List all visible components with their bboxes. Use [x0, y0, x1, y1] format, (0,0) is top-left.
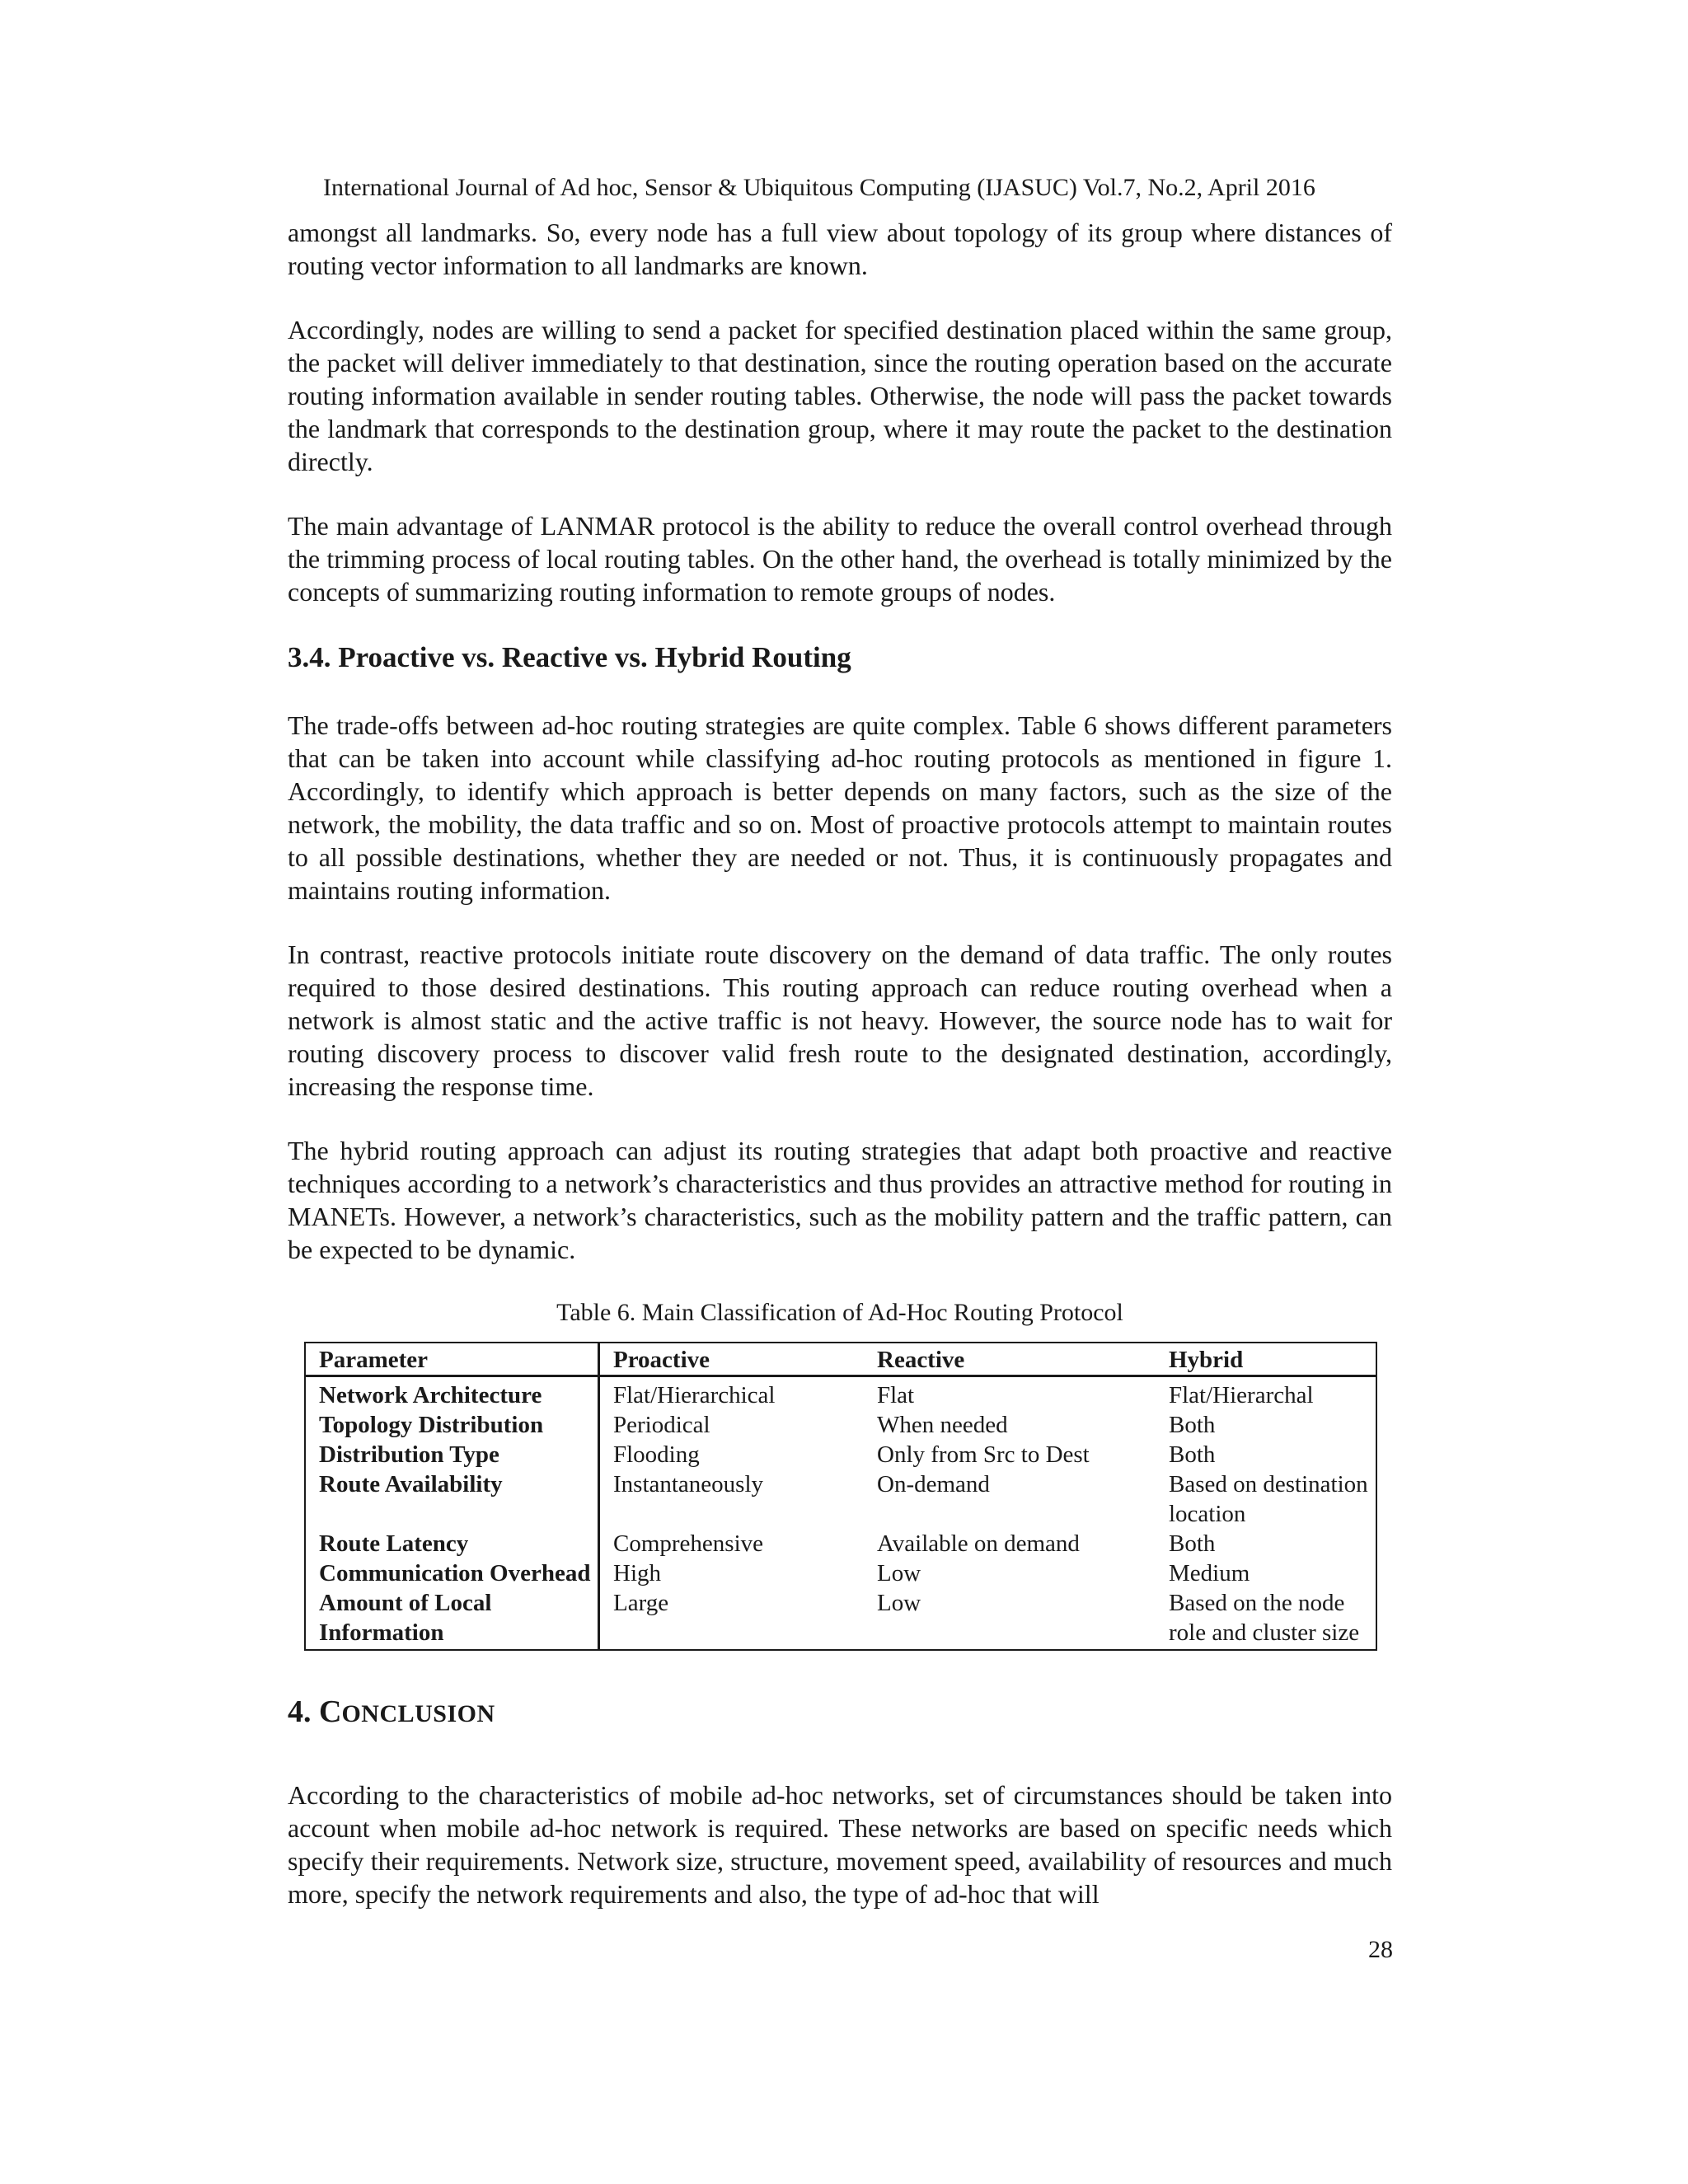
- hybrid-cell: Medium: [1169, 1560, 1250, 1586]
- proactive-cell: High: [613, 1560, 661, 1586]
- table-row: [305, 1588, 1376, 1650]
- reactive-cell: When needed: [877, 1412, 1008, 1438]
- page-number: 28: [1368, 1936, 1393, 1963]
- page-body: [288, 216, 1392, 1942]
- table-row: [305, 1376, 1376, 1411]
- proactive-cell: Flat/Hierarchical: [613, 1382, 776, 1408]
- proactive-cell: Large: [613, 1590, 669, 1616]
- table-row: [305, 1410, 1376, 1440]
- parameter-cell: Network Architecture: [305, 1376, 599, 1411]
- proactive-cell: Comprehensive: [613, 1530, 764, 1557]
- hybrid-cell: Based on destination location: [1169, 1471, 1368, 1527]
- header-parameter: Parameter: [305, 1343, 599, 1376]
- hybrid-cell: Both: [1169, 1412, 1216, 1438]
- paragraph-lanmar-advantage: The main advantage of LANMAR protocol is the ability to reduce the overall control overhead through the trimming process of local routing tables. On the other hand, the overhead is totally minimized by the concepts of summarizing routing information to remote groups of nodes.: [288, 511, 1392, 607]
- hybrid-cell: Both: [1169, 1441, 1216, 1468]
- proactive-cell: Periodical: [613, 1412, 710, 1438]
- paragraph-trade-offs: The trade-offs between ad-hoc routing strategies are quite complex. Table 6 shows different parameters that can be taken into account while classifying ad-hoc routing protocols as mentioned in figure 1. Accordingly, to identify which approach is better depends on many factors, such as the size of the network, the mobility, the data traffic and so on. Most of proactive protocols attempt to maintain routes to all possible destinations, whether they are needed or not. Thus, it is continuously propagates and maintains routing information.: [288, 710, 1392, 905]
- reactive-cell: On-demand: [877, 1471, 990, 1497]
- header-reactive: Reactive: [864, 1343, 1156, 1376]
- table-caption: Table 6. Main Classification of Ad-Hoc Routing Protocol: [556, 1299, 1123, 1326]
- table-row: [305, 1558, 1376, 1588]
- table-row: [305, 1469, 1376, 1529]
- reactive-cell: Available on demand: [877, 1530, 1080, 1557]
- section-heading-conclusion: [288, 1694, 1392, 1732]
- hybrid-cell: Based on the node role and cluster size: [1169, 1590, 1360, 1646]
- hybrid-cell: Both: [1169, 1530, 1216, 1557]
- table-row: [305, 1440, 1376, 1469]
- running-header: International Journal of Ad hoc, Sensor & Ubiquitous Computing (IJASUC) Vol.7, No.2, April 2016: [323, 174, 1315, 201]
- parameter-cell: Route Latency: [305, 1529, 599, 1558]
- reactive-cell: Low: [877, 1560, 921, 1586]
- hybrid-cell: Flat/Hierarchal: [1169, 1382, 1314, 1408]
- reactive-cell: Only from Src to Dest: [877, 1441, 1090, 1468]
- parameter-cell: Communication Overhead: [305, 1558, 599, 1588]
- paragraph-packet-delivery: Accordingly, nodes are willing to send a packet for specified destination placed within the same group, the packet will deliver immediately to that destination, since the routing operation based on the accurate routing information available in sender routing tables. Otherwise, the node will pass the packet towards the landmark that corresponds to the destination group, where it may route the packet to the destination directly.: [288, 315, 1392, 476]
- proactive-cell: Flooding: [613, 1441, 700, 1468]
- conclusion-heading-rest: ONCLUSION: [341, 1700, 495, 1727]
- classification-table: [304, 1342, 1377, 1651]
- parameter-cell: Distribution Type: [305, 1440, 599, 1469]
- table-row: [305, 1529, 1376, 1558]
- table-header-row: [305, 1343, 1376, 1376]
- reactive-cell: Flat: [877, 1382, 915, 1408]
- proactive-cell: Instantaneously: [613, 1471, 764, 1497]
- paragraph-hybrid: The hybrid routing approach can adjust its routing strategies that adapt both proactive and reactive techniques according to a network’s characteristics and thus provides an attractive method for routing in MANETs. However, a network’s characteristics, such as the mobility pattern and the traffic pattern, can be expected to be dynamic.: [288, 1136, 1392, 1264]
- parameter-cell: Amount of Local Information: [305, 1588, 599, 1650]
- paragraph-landmarks: amongst all landmarks. So, every node has a full view about topology of its group where distances of routing vector information to all landmarks are known.: [288, 218, 1392, 280]
- parameter-cell: Topology Distribution: [305, 1410, 599, 1440]
- section-heading-3-4: 3.4. Proactive vs. Reactive vs. Hybrid Routing: [288, 641, 851, 673]
- paragraph-reactive: In contrast, reactive protocols initiate route discovery on the demand of data traffic. The only routes required to those desired destinations. This routing approach can reduce routing overhead when a network is almost static and the active traffic is not heavy. However, the source node has to wait for routing discovery process to discover valid fresh route to the designated destination, accordingly, increasing the response time.: [288, 940, 1392, 1101]
- parameter-cell: Route Availability: [305, 1469, 599, 1529]
- header-hybrid: Hybrid: [1156, 1343, 1376, 1376]
- header-proactive: Proactive: [599, 1343, 865, 1376]
- reactive-cell: Low: [877, 1590, 921, 1616]
- conclusion-heading-lead: 4. C: [288, 1694, 342, 1729]
- paragraph-conclusion: According to the characteristics of mobile ad-hoc networks, set of circumstances should be taken into account when mobile ad-hoc network is required. These networks are based on specific needs which specify their requirements. Network size, structure, movement speed, availability of resources and much more, specify the network requirements and also, the type of ad-hoc that will: [288, 1780, 1392, 1909]
